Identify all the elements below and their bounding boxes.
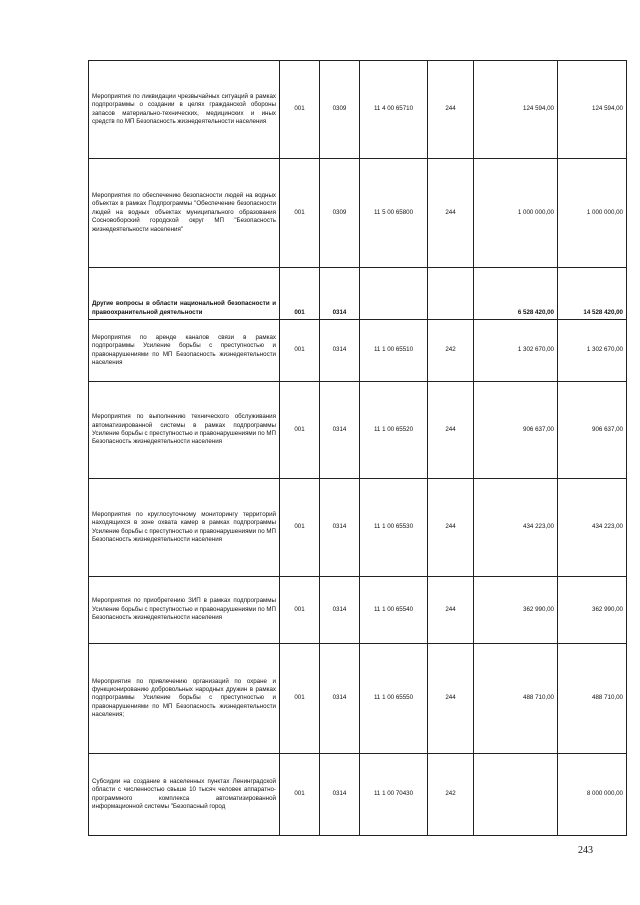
grbs-code: 001 [280, 61, 320, 159]
section-code: 0314 [320, 754, 360, 836]
target-article-code: 11 5 00 65800 [360, 159, 428, 268]
sum-year-2: 434 223,00 [558, 479, 627, 577]
row-name: Мероприятия по обеспечению безопасности людей на водных объектах в рамках Подпрограммы "Обеспечение безопасности людей на водных объектах муниципального образования Сосновоборский городской округ МП "Безопасность жизнедеятельности населения" [89, 159, 280, 268]
target-article-code: 11 1 00 65530 [360, 479, 428, 577]
table-row [89, 159, 627, 268]
table-row [89, 479, 627, 577]
expense-type-code: 244 [428, 159, 474, 268]
sum-year-1 [474, 754, 558, 836]
target-article-code: 11 1 00 65510 [360, 320, 428, 382]
expense-type-code: 244 [428, 382, 474, 479]
sum-year-1: 1 000 000,00 [474, 159, 558, 268]
section-code: 0314 [320, 268, 360, 320]
section-code: 0314 [320, 577, 360, 644]
expense-type-code: 244 [428, 61, 474, 159]
grbs-code: 001 [280, 159, 320, 268]
target-article-code: 11 1 00 65540 [360, 577, 428, 644]
sum-year-1: 362 990,00 [474, 577, 558, 644]
sum-year-2: 906 637,00 [558, 382, 627, 479]
row-name: Субсидии на создание в населенных пунктах Ленинградской области с численностью свыше 10 тысяч человек аппаратно-программного комплекса автоматизированной информационной системы "Безопасный город [89, 754, 280, 836]
sum-year-1: 434 223,00 [474, 479, 558, 577]
expense-type-code: 242 [428, 754, 474, 836]
sum-year-1: 1 302 670,00 [474, 320, 558, 382]
grbs-code: 001 [280, 320, 320, 382]
sum-year-1: 906 637,00 [474, 382, 558, 479]
section-code: 0314 [320, 382, 360, 479]
sum-year-2: 362 990,00 [558, 577, 627, 644]
expense-type-code [428, 268, 474, 320]
target-article-code: 11 1 00 65550 [360, 644, 428, 754]
table-row [89, 644, 627, 754]
sum-year-1: 124 594,00 [474, 61, 558, 159]
expense-type-code: 242 [428, 320, 474, 382]
target-article-code: 11 1 00 70430 [360, 754, 428, 836]
sum-year-2: 1 302 670,00 [558, 320, 627, 382]
row-name: Мероприятия по выполнению технического обслуживания автоматизированной системы в рамках подпрограммы Усиление борьбы с преступностью и правонарушениями по МП Безопасность жизнедеятельности населения [89, 382, 280, 479]
table-row [89, 577, 627, 644]
row-name: Мероприятия по аренде каналов связи в рамках подпрограммы Усиление борьбы с преступностью и правонарушениями по МП Безопасность жизнедеятельности населения [89, 320, 280, 382]
table-row-subtotal [89, 268, 627, 320]
sum-year-1: 6 528 420,00 [474, 268, 558, 320]
grbs-code: 001 [280, 644, 320, 754]
section-code: 0314 [320, 479, 360, 577]
section-code: 0309 [320, 159, 360, 268]
sum-year-1: 488 710,00 [474, 644, 558, 754]
grbs-code: 001 [280, 754, 320, 836]
row-name: Мероприятия по круглосуточному мониторингу территорий находящихся в зоне охвата камер в рамках подпрограммы Усиление борьбы с преступностью и правонарушениями по МП Безопасность жизнедеятельности населения [89, 479, 280, 577]
sum-year-2: 488 710,00 [558, 644, 627, 754]
section-code: 0314 [320, 320, 360, 382]
row-name: Мероприятия по приобретению ЗИП в рамках подпрограммы Усиление борьбы с преступностью и правонарушениями по МП Безопасность жизнедеятельности населения [89, 577, 280, 644]
expense-type-code: 244 [428, 479, 474, 577]
target-article-code [360, 268, 428, 320]
page-number: 243 [578, 845, 593, 856]
target-article-code: 11 4 00 65710 [360, 61, 428, 159]
sum-year-2: 8 000 000,00 [558, 754, 627, 836]
section-code: 0314 [320, 644, 360, 754]
grbs-code: 001 [280, 577, 320, 644]
grbs-code: 001 [280, 382, 320, 479]
table-row [89, 320, 627, 382]
target-article-code: 11 1 00 65520 [360, 382, 428, 479]
sum-year-2: 124 594,00 [558, 61, 627, 159]
expense-type-code: 244 [428, 644, 474, 754]
grbs-code: 001 [280, 268, 320, 320]
budget-table [88, 60, 627, 836]
section-code: 0309 [320, 61, 360, 159]
sum-year-2: 14 528 420,00 [558, 268, 627, 320]
grbs-code: 001 [280, 479, 320, 577]
expense-type-code: 244 [428, 577, 474, 644]
sum-year-2: 1 000 000,00 [558, 159, 627, 268]
table-row [89, 61, 627, 159]
table-row [89, 382, 627, 479]
table-row [89, 754, 627, 836]
row-name: Мероприятия по ликвидации чрезвычайных ситуаций в рамках подпрограммы о создании в целях гражданской обороны запасов материально-технических, медицинских и иных средств по МП Безопасность жизнедеятельности населения [89, 61, 280, 159]
row-name: Другие вопросы в области национальной безопасности и правоохранительной деятельности [89, 268, 280, 320]
row-name: Мероприятия по привлечению организаций по охране и функционированию добровольных народных дружин в рамках подпрограммы Усиление борьбы с преступностью и правонарушениями по МП Безопасность жизнедеятельности населения; [89, 644, 280, 754]
